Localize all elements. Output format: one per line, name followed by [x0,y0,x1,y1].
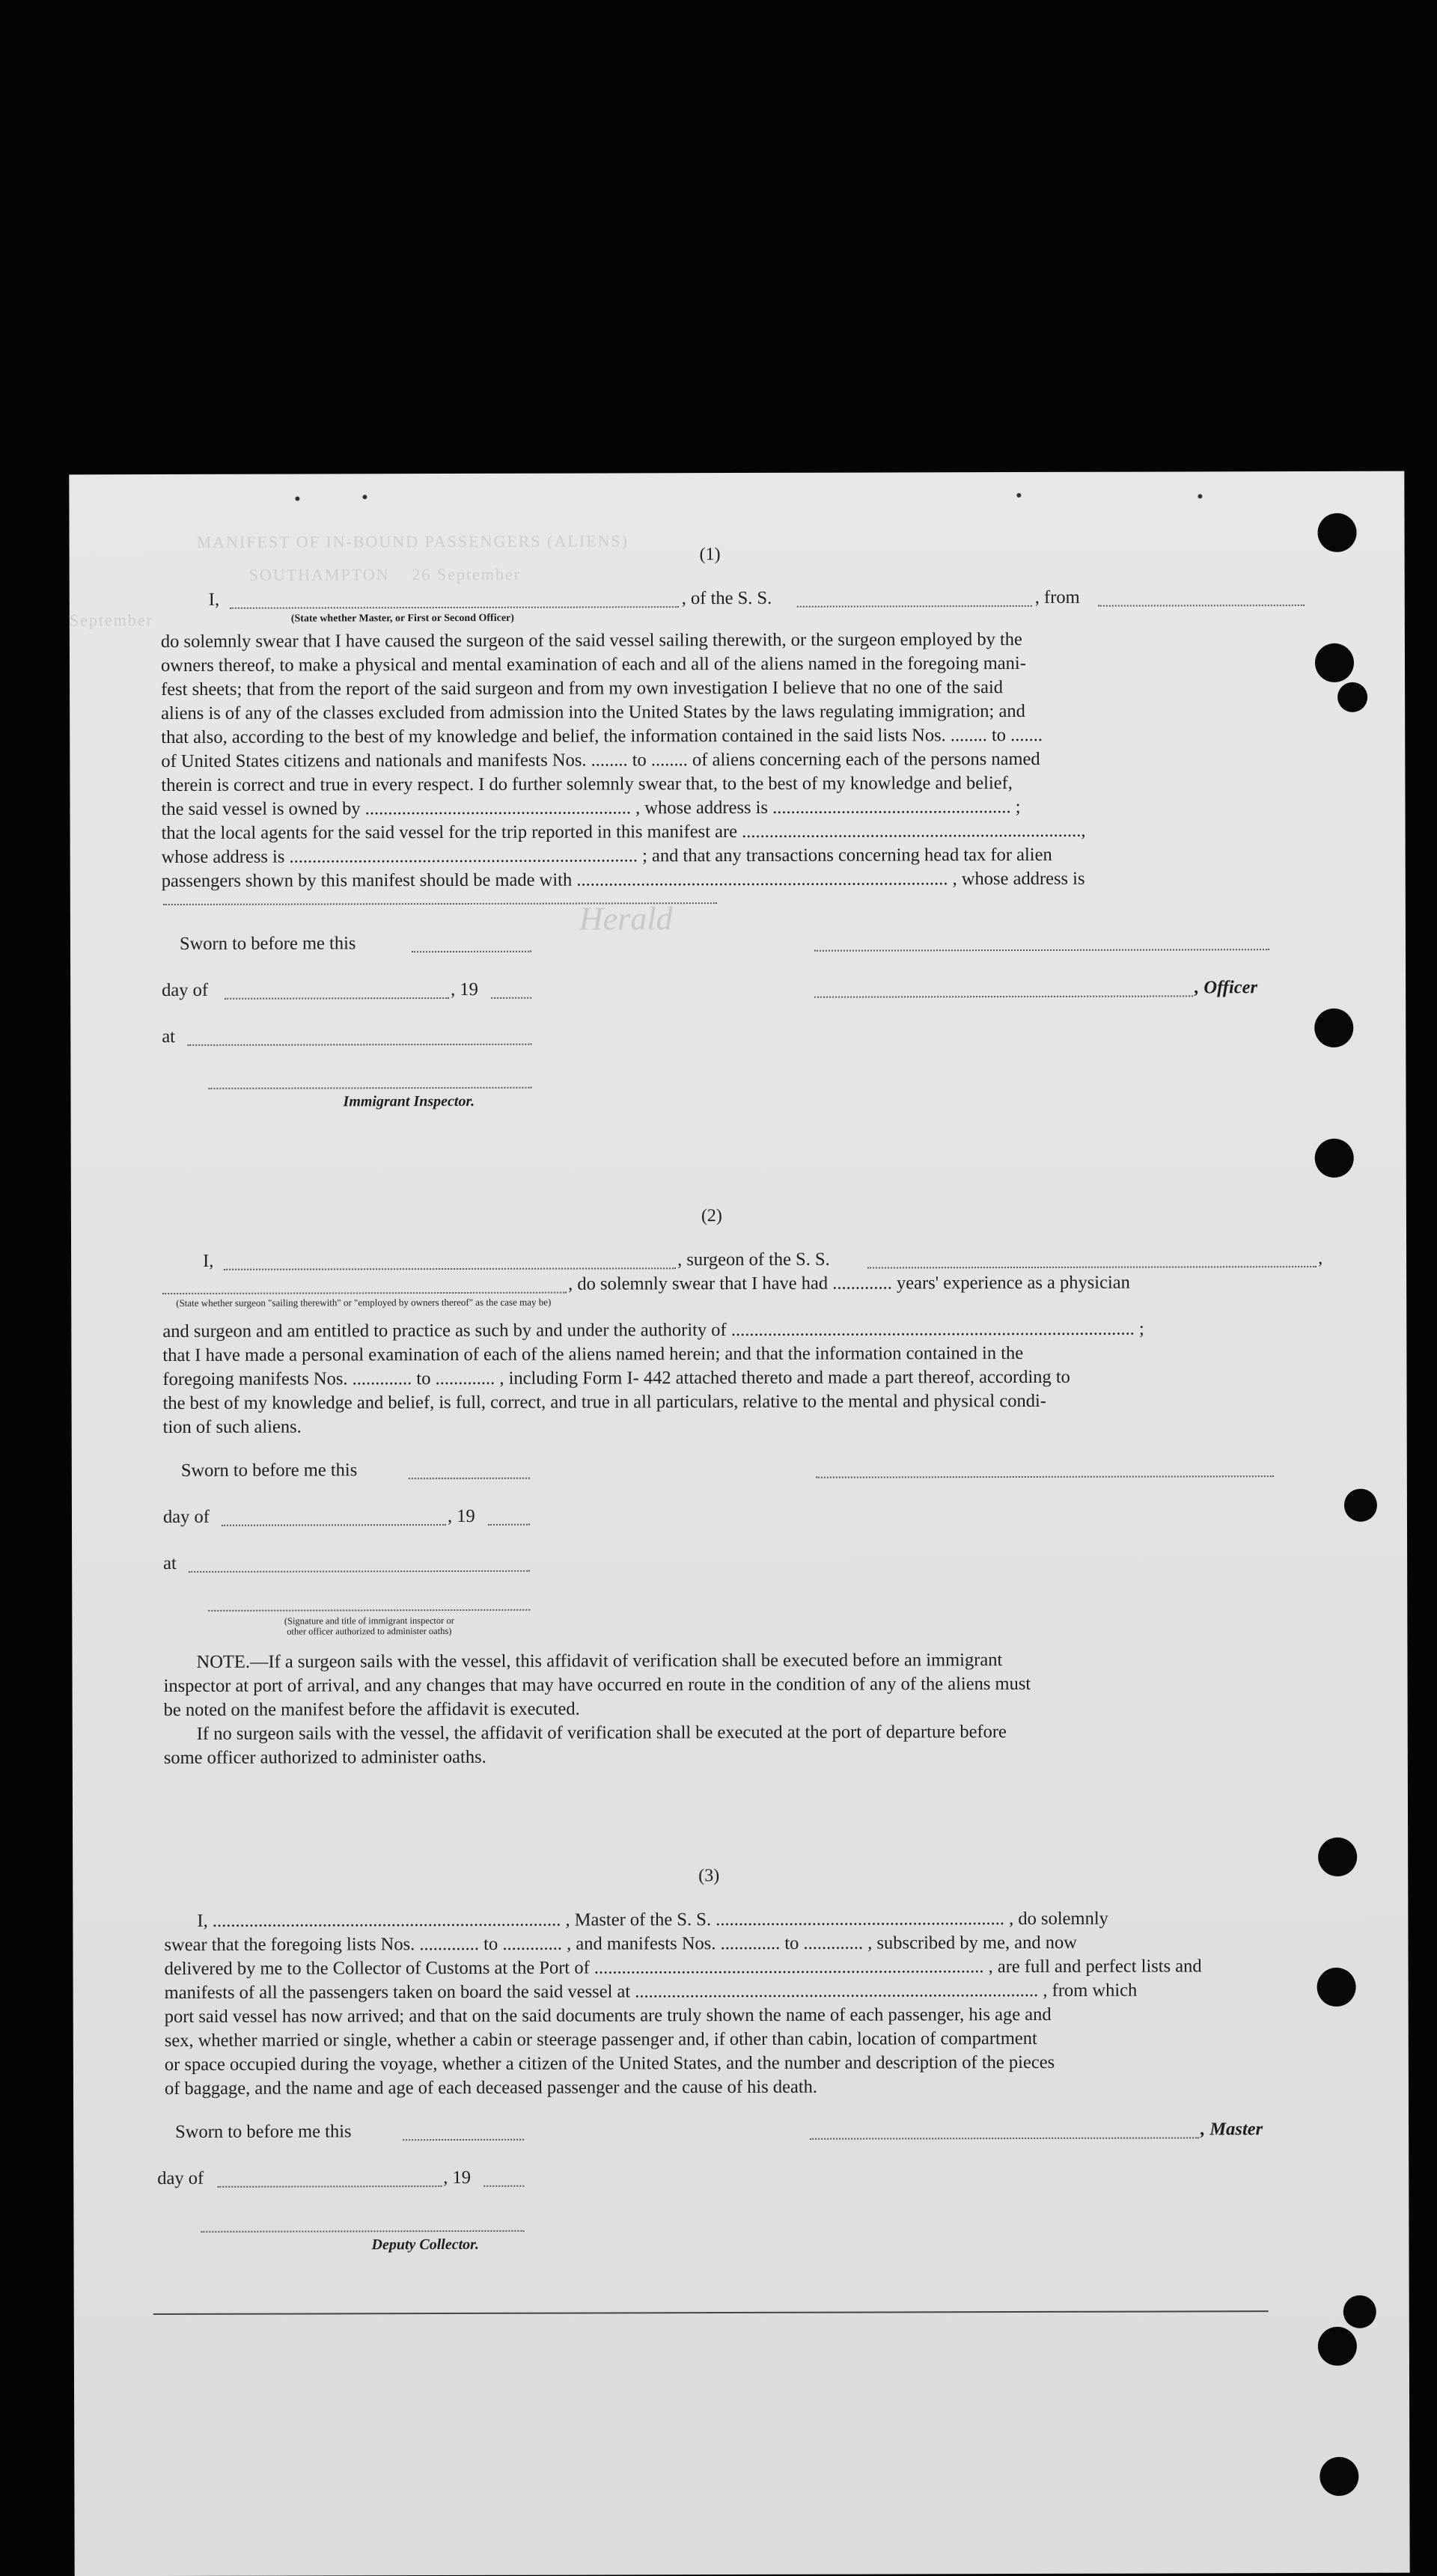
punch-hole [1315,643,1354,682]
from-label: , from [1034,587,1080,608]
from-port-line[interactable] [1098,605,1305,607]
punch-hole [1344,1489,1377,1522]
vessel-name-line[interactable] [797,605,1032,608]
punch-hole [1343,2295,1376,2328]
surgeon-signature-line[interactable] [816,1475,1274,1478]
punch-hole [1317,1968,1356,2007]
section-2-text-line: foregoing manifests Nos. ............. to ............. , including Form I- 442 attached thereto and made a part thereof, according to [162,1366,1070,1390]
day-of-label: day of [157,2167,204,2189]
surgeon-status-line[interactable] [162,1292,567,1294]
swear-label: , do solemnly swear that I have had ............. years' experience as a physician [568,1272,1130,1294]
year-line[interactable] [483,2185,524,2187]
year-label: , 19 [451,979,478,1000]
bleed-through-text: MANIFEST OF IN-BOUND PASSENGERS (ALIENS) [196,531,629,551]
comma: , [1318,1247,1323,1268]
at-label: at [163,1552,177,1574]
section-3-text-line: sex, whether married or single, whether a cabin or steerage passenger and, if other than cabin, location of compartment [164,2028,1037,2052]
section-3-text-line: port said vessel has now arrived; and that on the said documents are truly shown the name of each passenger, his age and [164,2004,1052,2028]
section-1-text-line: that the local agents for the said vessel for the trip reported in this manifest are .........................................................................., [161,820,1086,844]
speck [295,497,299,501]
deputy-signature-line[interactable] [201,2230,524,2233]
deputy-label: Deputy Collector. [371,2236,479,2254]
section-1-text-line: the said vessel is owned by .......................................................... , whose address is .................................................... ; [161,797,1021,820]
section-1-text-line: owners thereof, to make a physical and mental examination of each and all of the aliens named in the foregoing mani- [160,652,1026,676]
officer-name-line[interactable] [230,606,679,609]
inspector-label: Immigrant Inspector. [343,1092,475,1110]
punch-hole [1318,2327,1357,2366]
note-line: some officer authorized to administer oaths. [163,1746,486,1769]
punch-hole [1317,513,1356,552]
section-3-text-line: of baggage, and the name and age of each deceased passenger and the cause of his death. [164,2076,818,2099]
section-1-text-line: aliens is of any of the classes excluded from admission into the United States by the laws regulating immigration; and [161,700,1025,724]
signature-note-2: other officer authorized to administer oaths) [287,1626,452,1637]
sworn-label: Sworn to before me this [179,933,356,954]
of-ss-label: , of the S. S. [681,587,772,609]
sworn-label: Sworn to before me this [175,2121,352,2142]
surgeon-name-line[interactable] [224,1267,676,1270]
officer-label: , Officer [1195,977,1258,998]
note-line: inspector at port of arrival, and any changes that may have occurred en route in the condition of any of the aliens must [163,1673,1031,1697]
year-label: , 19 [443,2167,472,2188]
section-2-text-line: that I have made a personal examination of each of the aliens named herein; and that the information contained in the [162,1343,1024,1366]
surgeon-vessel-line[interactable] [867,1266,1317,1269]
inspector-signature-line[interactable] [208,1609,530,1612]
section-1-text-line: do solemnly swear that I have caused the surgeon of the said vessel sailing therewith, or the surgeon employed by the [160,629,1022,652]
sworn-date-line[interactable] [403,2139,524,2141]
bleed-through-signature: Herald [579,900,673,937]
signature-note-1: (Signature and title of immigrant inspector or [284,1615,454,1627]
section-3-text-line: or space occupied during the voyage, whether a citizen of the United States, and the number and description of the pieces [164,2052,1055,2075]
section-2-text-line: tion of such aliens. [162,1416,302,1438]
note-line: NOTE.—If a surgeon sails with the vessel, this affidavit of verification shall be executed before an immigrant [196,1650,1003,1672]
master-signature-line[interactable] [810,2137,1199,2139]
bottom-rule [153,2310,1269,2315]
at-place-line[interactable] [187,1044,531,1046]
manifest-page [69,471,1409,2576]
section-1-text-line: passengers shown by this manifest should be made with ................................................................................. , whose address is [161,868,1085,892]
day-of-line[interactable] [225,997,449,1000]
section-3-text-line: manifests of all the passengers taken on board the said vessel at ........................................................................................ , from which [164,1980,1138,2004]
at-place-line[interactable] [189,1570,530,1573]
speck [1016,493,1021,498]
section-2-text-line: the best of my knowledge and belief, is full, correct, and true in all particulars, relative to the mental and physical condi- [162,1390,1046,1414]
section-1-text-line: that also, according to the best of my knowledge and belief, the information contained in the said lists Nos. ........ to ....... [161,724,1043,748]
speck [1198,494,1202,498]
day-of-line[interactable] [217,2185,442,2188]
note-line: be noted on the manifest before the affidavit is executed. [163,1698,580,1721]
at-label: at [162,1026,176,1047]
punch-hole [1314,1009,1353,1047]
section-3-text-line: swear that the foregoing lists Nos. ............. to ............. , and manifests Nos. ............. to ............. , subscribed by me, and now [164,1932,1077,1956]
section-1-text-line: fest sheets; that from the report of the said surgeon and from my own investigation I believe that no one of the said [161,677,1004,700]
oath-i-label: I, [208,589,220,610]
sworn-date-line[interactable] [409,1478,530,1479]
surgeon-of-label: , surgeon of the S. S. [677,1249,830,1270]
sworn-label: Sworn to before me this [180,1460,358,1481]
sworn-date-line[interactable] [412,951,531,952]
punch-hole [1318,1838,1357,1876]
day-of-label: day of [162,1506,210,1528]
officer-signature-line[interactable] [814,949,1269,952]
master-label: , Master [1200,2119,1263,2140]
year-line[interactable] [488,1524,530,1526]
year-label: , 19 [447,1505,475,1527]
section-3-text-line: I, ............................................................................ , Master of the S. S. ............................................................... , do solemnly [197,1908,1108,1931]
section-1-number: (1) [699,545,721,565]
section-3-text-line: delivered by me to the Collector of Customs at the Port of ..................................................................................... , are full and perfect lists and [164,1956,1202,1980]
speck [362,495,367,499]
section-1-text-line: therein is correct and true in every respect. I do further solemnly swear that, to the best of my knowledge and belief, [161,773,1013,796]
officer-note: (State whether Master, or First or Second Officer) [290,612,514,625]
punch-hole [1315,1139,1354,1178]
section-1-text-line: of United States citizens and nationals and manifests Nos. ........ to ........ of aliens concerning each of the persons named [161,748,1040,772]
section-2-text-line: and surgeon and am entitled to practice as such by and under the authority of ........................................................................................ ; [162,1318,1144,1342]
section-3-number: (3) [698,1866,720,1886]
section-2-number: (2) [701,1206,722,1226]
punch-hole [1337,682,1367,712]
year-line[interactable] [491,997,531,999]
surgeon-status-note: (State whether surgeon "sailing therewith" or "employed by owners thereof" as the case may be) [176,1296,552,1309]
bleed-through-text: SOUTHAMPTON 26 September [248,564,522,584]
oath-i-label: I, [203,1250,214,1271]
note-line: If no surgeon sails with the vessel, the affidavit of verification shall be executed at the port of departure before [196,1722,1007,1744]
inspector-signature-line[interactable] [208,1087,531,1089]
officer-title-line[interactable] [814,995,1193,997]
bleed-through-text: September [69,611,153,630]
section-1-text-line: whose address is ............................................................................ ; and that any transactions concerning head tax for alien [161,844,1052,868]
punch-hole [1319,2457,1358,2496]
day-of-label: day of [162,979,209,1001]
day-of-line[interactable] [222,1524,446,1526]
